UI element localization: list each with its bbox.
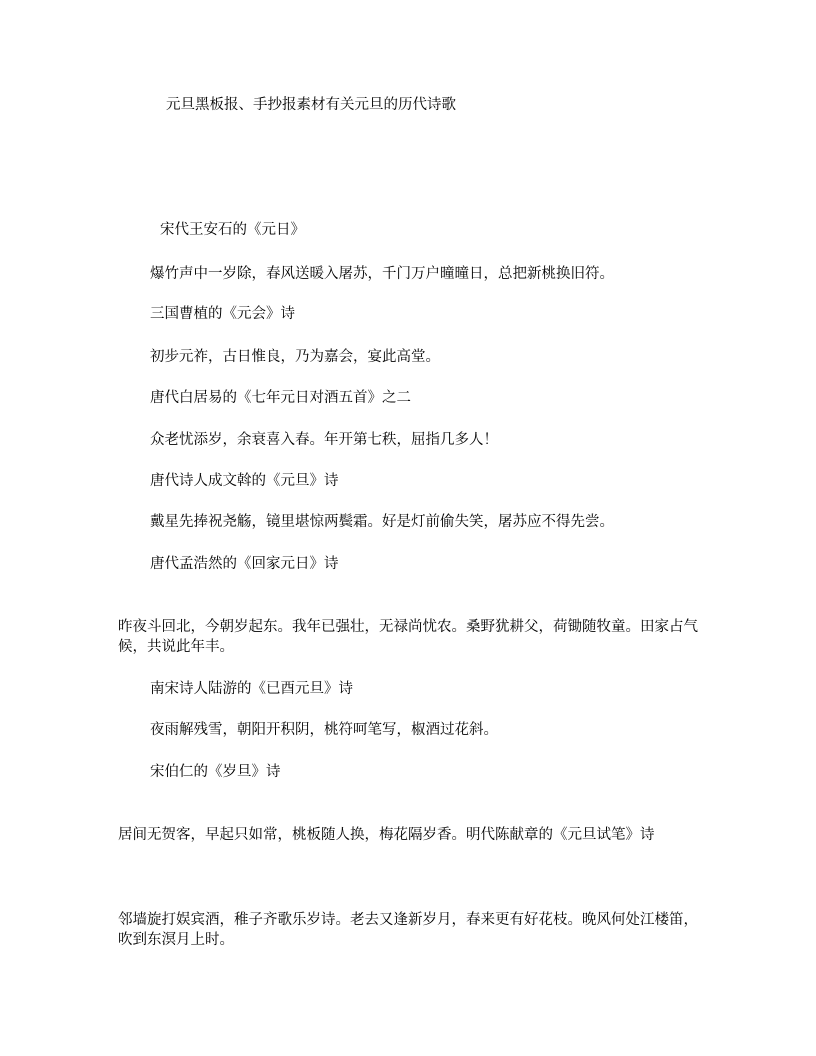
poem-text: 夜雨解残雪，朝阳开积阴，桃符呵笔写，椒酒过花斜。 bbox=[150, 722, 498, 738]
poem-text: 初步元祚，古日惟良，乃为嘉会，宴此高堂。 bbox=[150, 349, 440, 365]
poem-heading: 唐代孟浩然的《回家元日》诗 bbox=[150, 556, 339, 572]
poem-heading: 南宋诗人陆游的《已酉元旦》诗 bbox=[150, 681, 353, 697]
poem-text: 戴星先捧祝尧觞，镜里堪惊两鬓霜。好是灯前偷失笑，屠苏应不得先尝。 bbox=[150, 514, 614, 530]
poem-heading: 唐代诗人成文斡的《元旦》诗 bbox=[150, 473, 339, 489]
poem-heading: 宋代王安石的《元日》 bbox=[160, 222, 305, 238]
poem-heading: 唐代白居易的《七年元日对酒五首》之二 bbox=[150, 390, 411, 406]
poem-text: 居间无贺客，早起只如常，桃板随人换，梅花隔岁香。明代陈献章的《元旦试笔》诗 bbox=[118, 827, 655, 843]
poem-heading: 三国曹植的《元会》诗 bbox=[150, 306, 295, 322]
poem-text: 邻墙旋打娱宾酒，稚子齐歌乐岁诗。老去又逢新岁月，春来更有好花枝。晚风何处江楼笛，吹到东溟月上时。 bbox=[118, 912, 698, 948]
poem-heading: 宋伯仁的《岁旦》诗 bbox=[150, 764, 281, 780]
poem-text: 昨夜斗回北，今朝岁起东。我年已强壮，无禄尚忧农。桑野犹耕父，荷锄随牧童。田家占气候，共说此年丰。 bbox=[118, 619, 698, 655]
poem-text: 众老忧添岁，余衰喜入春。年开第七秩，屈指几多人！ bbox=[150, 432, 498, 448]
poem-text: 爆竹声中一岁除，春风送暖入屠苏，千门万户曈曈日，总把新桃换旧符。 bbox=[150, 266, 614, 282]
document-title: 元旦黑板报、手抄报素材有关元旦的历代诗歌 bbox=[166, 97, 456, 113]
